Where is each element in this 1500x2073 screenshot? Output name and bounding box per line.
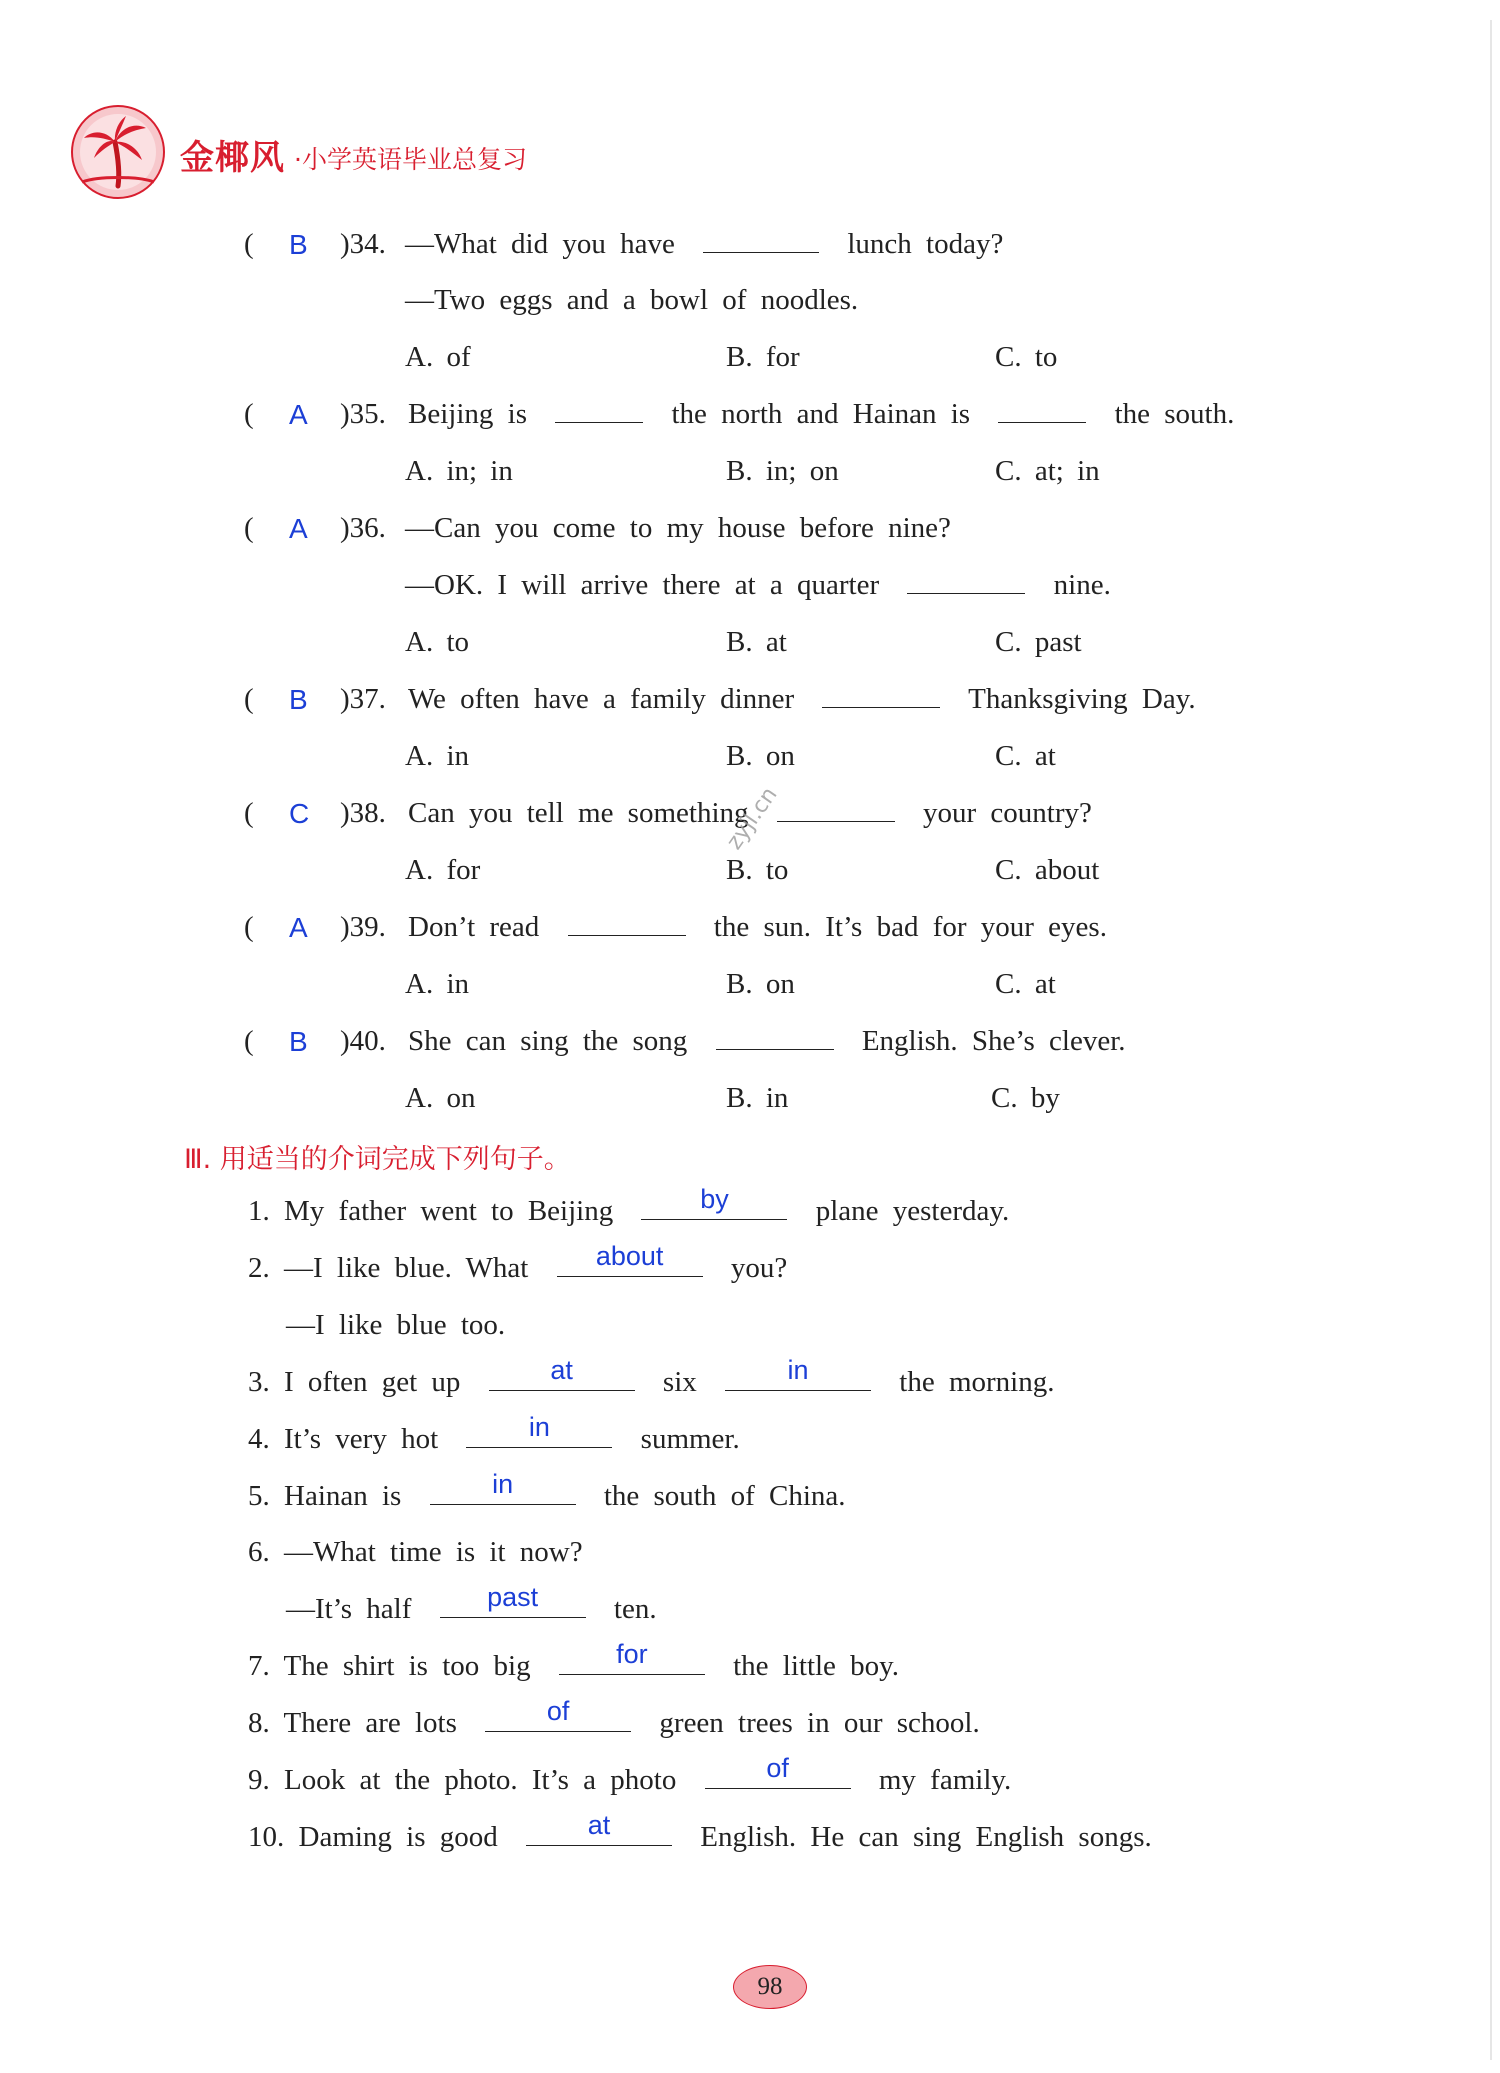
option-c: C. at <box>995 968 1056 1000</box>
fill-item-7: 7. The shirt is too big for the little boy. <box>248 1639 900 1682</box>
fill-blank <box>705 1753 851 1789</box>
fill-item-2: 2. —I like blue. What about you? <box>248 1241 788 1284</box>
answer-39: A <box>289 912 308 943</box>
option-a: A. in <box>405 968 469 1000</box>
option-c: C. about <box>995 854 1100 886</box>
answer-34: B <box>289 229 308 260</box>
option-b: B. on <box>726 968 795 1000</box>
option-a: A. in; in <box>405 455 513 487</box>
option-b: B. in <box>726 1082 789 1114</box>
answer-paren-open: ( <box>244 228 254 260</box>
fill-blank <box>559 1639 705 1675</box>
answer-blank <box>777 799 895 822</box>
question-stem: She can sing the song English. She’s clever. <box>408 1025 1126 1057</box>
fill-blank <box>430 1469 576 1505</box>
option-a: A. to <box>405 626 469 658</box>
question-number: )40. <box>340 1025 386 1057</box>
question-stem: We often have a family dinner Thanksgiving Day. <box>408 683 1196 715</box>
page-header <box>62 100 762 210</box>
brand-title: 金椰风 <box>180 138 285 178</box>
fill-blank <box>440 1582 586 1618</box>
answer-40: B <box>289 1026 308 1057</box>
fill-answer: in <box>787 1355 809 1385</box>
fill-blank <box>526 1810 672 1846</box>
answer-paren-open: ( <box>244 512 254 544</box>
fill-answer: of <box>766 1753 789 1783</box>
answer-paren-open: ( <box>244 911 254 943</box>
question-stem: Beijing is the north and Hainan is the south. <box>408 398 1235 430</box>
fill-item-10: 10. Daming is good at English. He can sing English songs. <box>248 1810 1152 1853</box>
fill-item-5: 5. Hainan is in the south of China. <box>248 1469 846 1512</box>
answer-36: A <box>289 513 308 544</box>
fill-answer: by <box>700 1184 729 1214</box>
answer-blank <box>907 571 1025 594</box>
section-title: Ⅲ. 用适当的介词完成下列句子。 <box>184 1144 571 1175</box>
answer-37: B <box>289 684 308 715</box>
fill-answer: in <box>492 1469 514 1499</box>
question-number: )36. <box>340 512 386 544</box>
fill-blank <box>641 1184 787 1220</box>
fill-answer: at <box>587 1810 611 1840</box>
option-a: A. on <box>405 1082 476 1114</box>
fill-blank <box>557 1241 703 1277</box>
question-stem: —What did you have lunch today? <box>405 228 1004 260</box>
answer-paren-open: ( <box>244 1025 254 1057</box>
option-a: A. for <box>405 854 481 886</box>
answer-paren-open: ( <box>244 398 254 430</box>
question-stem: —Can you come to my house before nine? <box>405 512 951 544</box>
fill-blank <box>725 1355 871 1391</box>
fill-item-1: 1. My father went to Beijing by plane yesterday. <box>248 1184 1010 1227</box>
answer-35: A <box>289 399 308 430</box>
question-number: )39. <box>340 911 386 943</box>
answer-38: C <box>289 798 310 829</box>
page-number-badge: 98 <box>733 1965 807 2009</box>
fill-answer: about <box>595 1241 664 1271</box>
question-line2: —Two eggs and a bowl of noodles. <box>405 284 859 316</box>
fill-item-8: 8. There are lots of green trees in our school. <box>248 1696 980 1739</box>
answer-blank <box>555 400 643 423</box>
fill-item-6-line2: —It’s half past ten. <box>286 1582 657 1625</box>
question-number: )35. <box>340 398 386 430</box>
fill-blank <box>485 1696 631 1732</box>
page-edge-line <box>1490 20 1492 2060</box>
question-number: )37. <box>340 683 386 715</box>
fill-blank <box>489 1355 635 1391</box>
option-b: B. to <box>726 854 789 886</box>
question-stem: Don’t read the sun. It’s bad for your eyes. <box>408 911 1107 943</box>
fill-item-9: 9. Look at the photo. It’s a photo of my family. <box>248 1753 1012 1796</box>
answer-blank <box>822 685 940 708</box>
coconut-tree-logo-icon <box>68 102 168 202</box>
answer-blank <box>703 230 819 253</box>
option-a: A. in <box>405 740 469 772</box>
question-stem: Can you tell me something your country? <box>408 797 1092 829</box>
fill-answer: in <box>528 1412 550 1442</box>
option-a: A. of <box>405 341 471 373</box>
answer-blank <box>998 400 1086 423</box>
fill-item-6: 6. —What time is it now? <box>248 1536 583 1568</box>
option-b: B. in; on <box>726 455 839 487</box>
option-c: C. by <box>991 1082 1060 1114</box>
fill-item-3: 3. I often get up at six in the morning. <box>248 1355 1055 1398</box>
answer-blank <box>716 1027 834 1050</box>
option-c: C. at; in <box>995 455 1100 487</box>
option-c: C. to <box>995 341 1058 373</box>
answer-paren-open: ( <box>244 683 254 715</box>
watermark-text: zyjl.cn <box>722 782 783 855</box>
question-number: )34. <box>340 228 386 260</box>
option-b: B. for <box>726 341 800 373</box>
fill-answer: of <box>546 1696 570 1726</box>
fill-answer: for <box>616 1639 648 1669</box>
question-line2: —OK. I will arrive there at a quarter nine. <box>405 569 1111 601</box>
fill-answer: past <box>487 1582 539 1612</box>
answer-paren-open: ( <box>244 797 254 829</box>
answer-blank <box>568 913 686 936</box>
fill-blank <box>466 1412 612 1448</box>
brand-subtitle: ·小学英语毕业总复习 <box>294 145 527 174</box>
fill-item-2-line2: —I like blue too. <box>286 1309 506 1341</box>
option-c: C. past <box>995 626 1082 658</box>
fill-answer: at <box>550 1355 573 1385</box>
fill-item-4: 4. It’s very hot in summer. <box>248 1412 740 1455</box>
option-b: B. on <box>726 740 795 772</box>
question-number: )38. <box>340 797 386 829</box>
option-b: B. at <box>726 626 787 658</box>
option-c: C. at <box>995 740 1056 772</box>
